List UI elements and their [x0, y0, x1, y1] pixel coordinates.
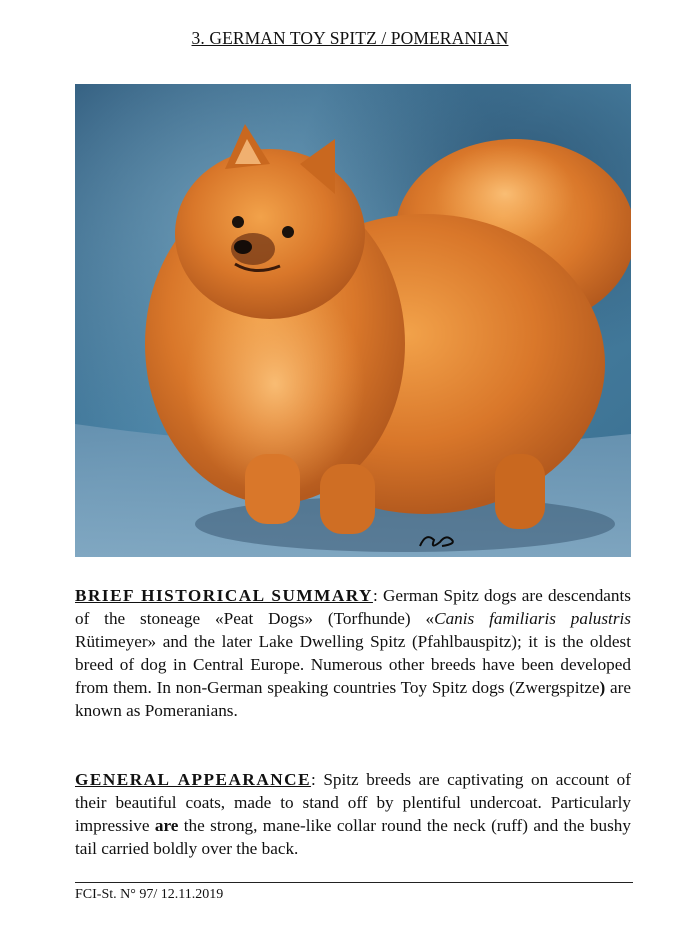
pomeranian-photo — [75, 84, 631, 557]
section-text: Rütimeyer» and the later Lake Dwelling Spitz (Pfahlbauspitz); it is the oldest breed of dog in Central Europe. Numerous other breeds have been developed from them. In non-German speaking countries Toy Spitz dogs (Zwergspitze — [75, 632, 631, 697]
page-title: 3. GERMAN TOY SPITZ / POMERANIAN — [191, 28, 509, 48]
brief-historical-summary — [75, 584, 631, 722]
footer-divider — [75, 882, 633, 883]
section-text: the strong, mane-like collar round the neck (ruff) and the bushy tail carried boldly over the back. — [75, 816, 631, 858]
section-text: are known as Pomeranians. — [75, 678, 632, 720]
section-heading: BRIEF HISTORICAL SUMMARY — [75, 586, 373, 605]
section-text: ) — [599, 678, 606, 697]
section-heading: GENERAL APPEARANCE — [75, 770, 312, 789]
general-appearance — [75, 768, 631, 860]
footer-reference: FCI-St. N° 97/ 12.11.2019 — [75, 887, 224, 902]
section-text: : Spitz breeds are captivating on account of their beautiful coats, made to stand off by plentiful undercoat. Particularly impressive — [75, 770, 631, 835]
section-text: : German Spitz dogs are descendants of the stoneage «Peat Dogs» (Torfhunde) « — [75, 586, 631, 628]
species-name: Canis familiaris palustris — [434, 609, 631, 628]
section-text: are — [154, 816, 179, 835]
